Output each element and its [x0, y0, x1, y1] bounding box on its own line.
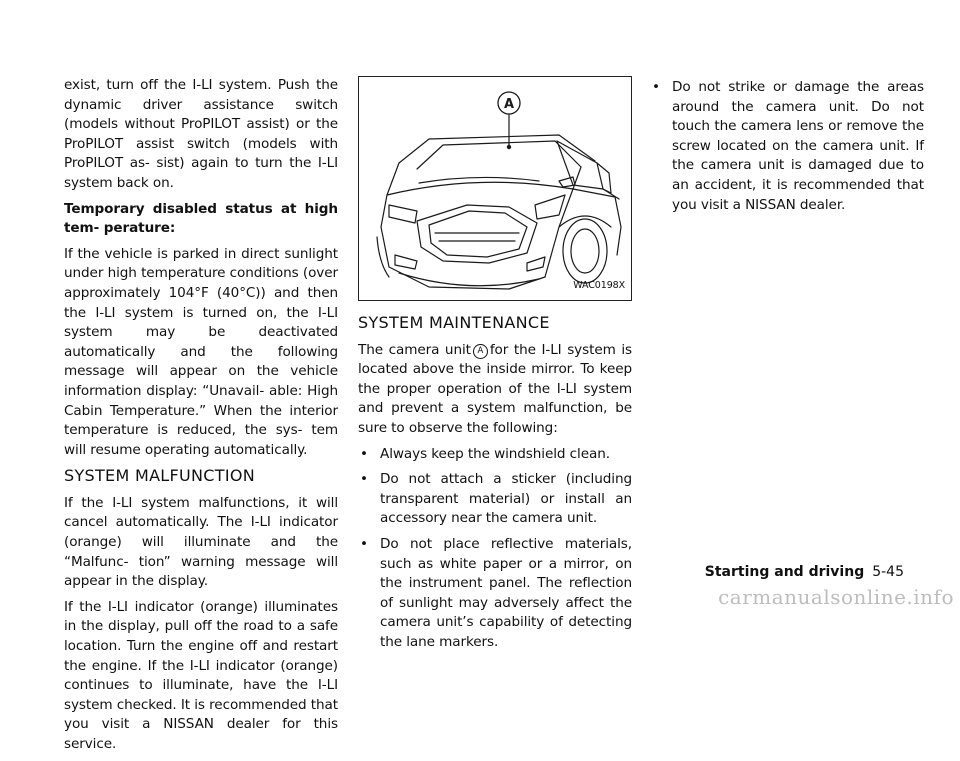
list-item-text: Do not attach a sticker (including transparent material) or install an accessory near the camera unit. — [380, 471, 632, 527]
page-footer — [705, 564, 904, 580]
subheading-high-temperature: Temporary disabled status at high tem- perature: — [64, 200, 338, 237]
vehicle-illustration — [359, 77, 631, 300]
watermark: carmanualsonline.info — [718, 585, 954, 609]
camera-marker-a: A — [473, 344, 488, 359]
paragraph: If the I-LI indicator (orange) illuminates in the display, pull off the road to a safe location. Turn the engine off and restart the engine. If the I-LI indicator (orange) continues to illuminate, have the I-LI system checked. It is recommended that you visit a NISSAN dealer for this service. — [64, 598, 338, 752]
list-item-text: Do not strike or damage the areas around the camera unit. Do not touch the camera lens or remove the screw located on the camera unit. If the camera unit is damaged due to an accident, it is recommended that you visit a NISSAN dealer. — [672, 79, 924, 213]
intro-text-a: The camera unit — [358, 341, 471, 358]
figure-id: WAC0198X — [573, 280, 625, 292]
section-title-maintenance: SYSTEM MAINTENANCE — [358, 313, 550, 332]
left-column — [64, 76, 338, 761]
paragraph: If the vehicle is parked in direct sunlight under high temperature conditions (over approximately 104°F (40°C)) and then the I-LI system is turned on, the I-LI system may be deactivated automatically and the following message will appear on the vehicle information display: “Unavail- able: High Cabin Temperature.” When the interior temperature is reduced, the sys- tem will resume operating automatically. — [64, 245, 338, 458]
paragraph: exist, turn off the I-LI system. Push the dynamic driver assistance switch (models without ProPILOT assist) or the ProPILOT assist switch (models with ProPILOT as- sist) again to turn the I-LI system back on. — [64, 77, 338, 191]
bullet-icon: • — [360, 445, 368, 462]
section-title-malfunction: SYSTEM MALFUNCTION — [64, 466, 256, 486]
page-number: 5-45 — [872, 564, 904, 580]
right-column — [650, 78, 924, 221]
paragraph: If the I-LI system malfunctions, it will cancel automatically. The I-LI indicator (orange) will illuminate and the “Malfunc- tion” warning message will appear in the display. — [64, 494, 338, 590]
paragraph — [358, 341, 632, 439]
figure-label-a: A — [504, 97, 514, 112]
bullet-icon: • — [360, 535, 368, 552]
bullet-icon: • — [652, 79, 660, 95]
footer-section-title: Starting and driving — [704, 564, 865, 580]
vehicle-figure — [358, 76, 632, 301]
list-item — [358, 470, 632, 529]
bullet-icon: • — [360, 471, 368, 488]
list-item — [358, 535, 632, 653]
list-item — [650, 78, 924, 215]
intro-text-b: for the I-LI system is located above the inside mirror. To keep the proper operation of the I-LI system and prevent a system malfunction, be sure to observe the following: — [358, 341, 633, 436]
list-item-text: Always keep the windshield clean. — [380, 445, 610, 462]
maintenance-bullet-list — [358, 445, 632, 653]
list-item-text: Do not place reflective materials, such as white paper or a mirror, on the instrument panel. The reflection of sunlight may adversely affect the camera unit’s capability of detecting the lane markers. — [380, 535, 632, 650]
middle-column — [358, 76, 632, 659]
camera-care-bullet-list — [650, 78, 924, 215]
list-item — [358, 445, 632, 465]
